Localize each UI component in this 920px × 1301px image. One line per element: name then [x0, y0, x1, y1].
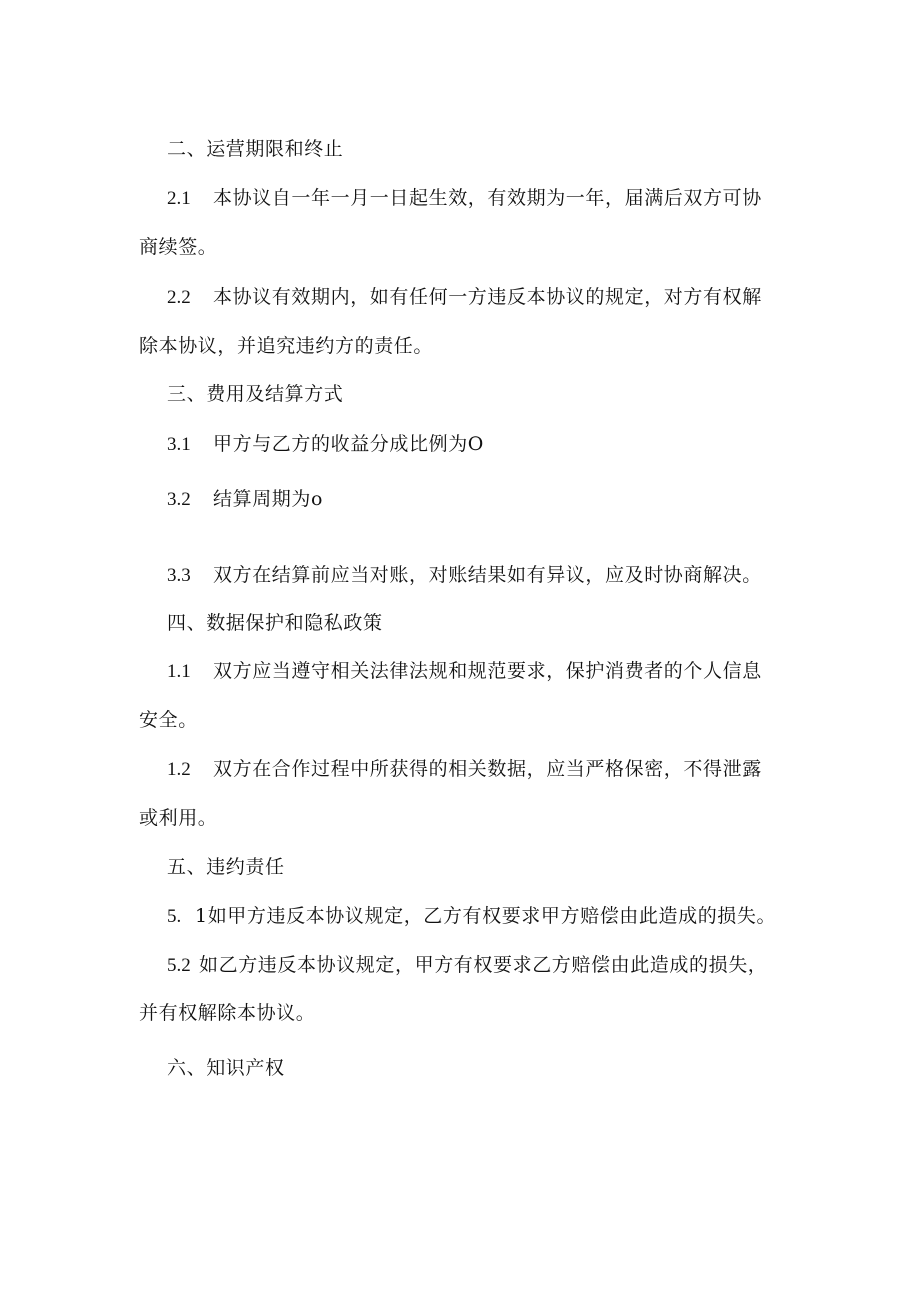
clause-text: 双方在合作过程中所获得的相关数据，应当严格保密，不得泄露 [213, 758, 762, 780]
clause-line [167, 432, 484, 457]
clause-number: 3.2 [167, 489, 191, 510]
clause-line [167, 285, 762, 310]
section-heading: 五、违约责任 [167, 856, 285, 878]
clause-text: 甲方与乙方的收益分成比例为O [213, 433, 484, 455]
clause-line [167, 487, 323, 512]
clause-line [167, 186, 762, 211]
clause-continuation: 安全。 [139, 709, 198, 731]
clause-line [167, 953, 767, 978]
clause-text: 本协议自一年一月一日起生效，有效期为一年，届满后双方可协 [213, 187, 762, 209]
section-heading: 三、费用及结算方式 [167, 383, 344, 405]
clause-text: 双方在结算前应当对账，对账结果如有异议，应及时协商解决。 [213, 564, 762, 586]
clause-text: 1如甲方违反本协议规定，乙方有权要求甲方赔偿由此造成的损失。 [195, 905, 777, 927]
clause-line [167, 563, 762, 588]
clause-text: 如乙方违反本协议规定，甲方有权要求乙方赔偿由此造成的损失， [199, 954, 768, 976]
section-heading: 六、知识产权 [167, 1057, 285, 1079]
clause-continuation: 并有权解除本协议。 [139, 1002, 316, 1024]
section-heading: 四、数据保护和隐私政策 [167, 612, 383, 634]
clause-line [167, 659, 762, 684]
clause-continuation: 或利用。 [139, 807, 218, 829]
clause-number: 3.3 [167, 565, 191, 586]
clause-number: 2.1 [167, 188, 191, 209]
clause-text: 双方应当遵守相关法律法规和规范要求，保护消费者的个人信息 [213, 660, 762, 682]
clause-number: 3.1 [167, 434, 191, 455]
clause-number: 1.1 [167, 661, 191, 682]
clause-number: 5. [167, 906, 182, 927]
clause-text: 结算周期为o [213, 488, 324, 510]
clause-number: 2.2 [167, 287, 191, 308]
section-heading: 二、运营期限和终止 [167, 138, 344, 160]
clause-text: 本协议有效期内，如有任何一方违反本协议的规定，对方有权解 [213, 286, 762, 308]
clause-number: 5.2 [167, 955, 191, 976]
clause-continuation: 商续签。 [139, 236, 218, 258]
clause-line [167, 757, 762, 782]
clause-line [167, 904, 776, 929]
clause-number: 1.2 [167, 759, 191, 780]
clause-continuation: 除本协议，并追究违约方的责任。 [139, 335, 434, 357]
